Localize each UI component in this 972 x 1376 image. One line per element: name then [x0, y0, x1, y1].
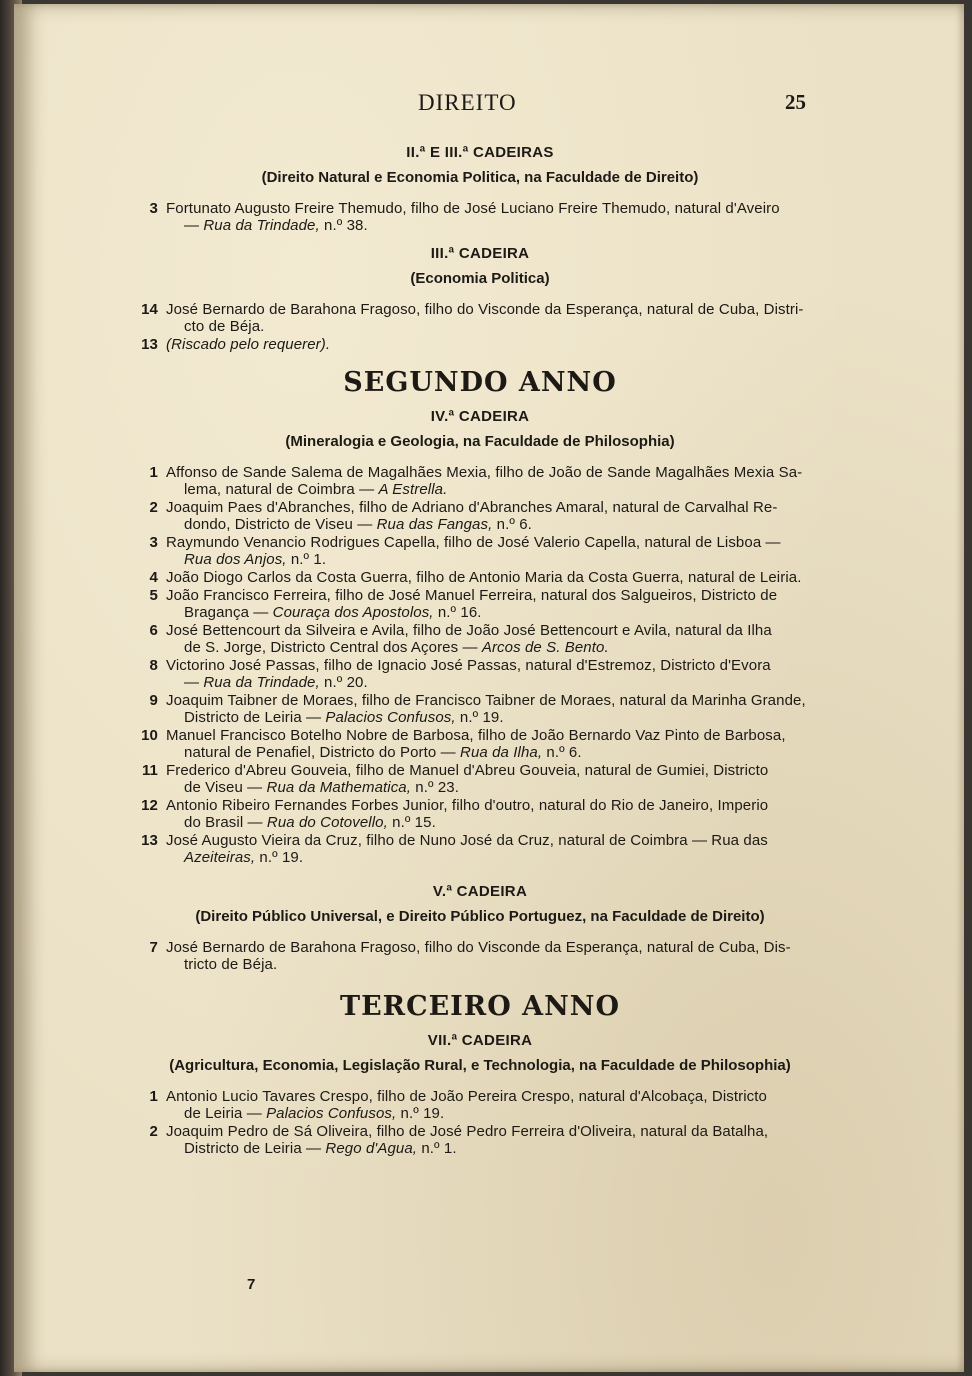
entry-house-number: n.º 38.: [319, 217, 368, 234]
entry-number: 2: [149, 499, 158, 516]
entry-continuation: [166, 1140, 828, 1157]
student-list: [132, 1088, 828, 1157]
entry-address: Palacios Confusos,: [266, 1105, 397, 1122]
year-title: TERCEIRO ANNO: [340, 991, 620, 1022]
entry-address: Rua do Cotovello,: [266, 814, 388, 831]
entry-number: 2: [149, 1123, 158, 1140]
entry-text: Fortunato Augusto Freire Themudo, filho de José Luciano Freire Themudo, natural d'Aveiro: [166, 200, 780, 217]
entry-address: Rua da Ilha,: [460, 744, 543, 761]
entry-detail: de Viseu —: [184, 779, 267, 796]
entry-house-number: n.º 6.: [542, 744, 582, 761]
list-item: [132, 1088, 828, 1122]
entry-text: Joaquim Paes d'Abranches, filho de Adriano d'Abranches Amaral, natural de Carvalhal Re-: [166, 499, 778, 516]
entry-text: José Augusto Vieira da Cruz, filho de Nuno José da Cruz, natural de Coimbra — Rua das: [166, 832, 768, 849]
entry-house-number: n.º 6.: [492, 516, 532, 533]
entry-number: 5: [149, 587, 158, 604]
list-item: [132, 569, 828, 586]
entry-address: Rua da Trindade,: [203, 217, 320, 234]
entry-detail: —: [184, 217, 204, 234]
entry-text: Joaquim Taibner de Moraes, filho de Francisco Taibner de Moraes, natural da Marinha Grande,: [166, 692, 806, 709]
entry-detail: Districto de Leiria —: [184, 709, 326, 726]
entry-number: 14: [141, 301, 158, 318]
cadeira-subject: (Agricultura, Economia, Legislação Rural, e Technologia, na Faculdade de Philosophia): [169, 1057, 791, 1074]
entry-detail: Districto de Leiria —: [184, 1140, 326, 1157]
entry-house-number: n.º 15.: [387, 814, 436, 831]
entry-address: Rua das Fangas,: [376, 516, 493, 533]
cadeira-subject: (Direito Natural e Economia Politica, na Faculdade de Direito): [261, 169, 699, 186]
entry-detail: de S. Jorge, Districto Central dos Açores —: [184, 639, 482, 656]
entry-house-number: n.º 19.: [255, 849, 304, 866]
entry-number: 1: [149, 1088, 158, 1105]
entry-continuation: cto de Béja.: [184, 318, 265, 335]
entry-text: João Francisco Ferreira, filho de José Manuel Ferreira, natural dos Salgueiros, Districto de: [166, 587, 778, 604]
entry-address: A Estrella.: [378, 481, 448, 498]
entry-text: José Bernardo de Barahona Fragoso, filho do Visconde da Esperança, natural de Cuba, Distri-: [166, 301, 804, 318]
entry-detail: dondo, Districto de Viseu —: [184, 516, 377, 533]
entry-continuation: [166, 217, 828, 234]
year-title: SEGUNDO ANNO: [343, 367, 617, 398]
entry-detail: do Brasil —: [184, 814, 267, 831]
entry-house-number: n.º 16.: [433, 604, 482, 621]
entry-note: (Riscado pelo requerer).: [166, 336, 331, 353]
entry-continuation: [166, 516, 828, 533]
entry-number: 9: [149, 692, 158, 709]
cadeira-heading: VII.ª CADEIRA: [427, 1032, 533, 1049]
entry-address: Rua da Trindade,: [203, 674, 320, 691]
list-item: [132, 534, 828, 568]
entry-address: Couraça dos Apostolos,: [272, 604, 434, 621]
entry-number: 13: [141, 832, 158, 849]
entry-address: Rego d'Agua,: [325, 1140, 418, 1157]
entry-continuation: [166, 639, 828, 656]
page-header: [14, 90, 964, 120]
cadeira-subject: (Mineralogia e Geologia, na Faculdade de Philosophia): [285, 433, 675, 450]
entry-text: Antonio Lucio Tavares Crespo, filho de João Pereira Crespo, natural d'Alcobaça, Districto: [166, 1088, 767, 1105]
entry-house-number: n.º 1.: [417, 1140, 457, 1157]
entry-text: João Diogo Carlos da Costa Guerra, filho de Antonio Maria da Costa Guerra, natural de Leiria.: [166, 569, 802, 586]
entry-continuation: [166, 814, 828, 831]
cadeira-heading: III.ª CADEIRA: [430, 245, 530, 262]
list-item: [132, 200, 828, 234]
entry-continuation: [166, 604, 828, 621]
entry-continuation: [166, 551, 828, 568]
entry-number: 13: [141, 336, 158, 353]
student-list: [132, 464, 828, 866]
entry-address: Palacios Confusos,: [325, 709, 456, 726]
cadeira-subject: (Direito Público Universal, e Direito Público Portuguez, na Faculdade de Direito): [195, 908, 765, 925]
entry-address: Rua dos Anjos,: [184, 551, 287, 568]
entry-continuation: [166, 779, 828, 796]
entry-number: 8: [149, 657, 158, 674]
entry-continuation: [166, 709, 828, 726]
entry-continuation: [166, 674, 828, 691]
list-item: [132, 939, 828, 973]
entry-text: Manuel Francisco Botelho Nobre de Barbosa, filho de João Bernardo Vaz Pinto de Barbosa,: [166, 727, 786, 744]
entry-detail: de Leiria —: [184, 1105, 267, 1122]
page-body: [132, 144, 828, 1158]
entry-number: 7: [149, 939, 158, 956]
entry-number: 3: [149, 200, 158, 217]
entry-text: Antonio Ribeiro Fernandes Forbes Junior, filho d'outro, natural do Rio de Janeiro, Imperio: [166, 797, 769, 814]
entry-house-number: n.º 19.: [396, 1105, 445, 1122]
cadeira-subject: (Economia Politica): [410, 270, 550, 287]
list-item: [132, 587, 828, 621]
document-page: [14, 4, 964, 1372]
cadeira-heading: V.ª CADEIRA: [432, 883, 528, 900]
list-item: [132, 692, 828, 726]
entry-detail: tricto de Béja.: [184, 956, 278, 973]
entry-detail: Bragança —: [184, 604, 273, 621]
entry-text: José Bettencourt da Silveira e Avila, filho de João José Bettencourt e Avila, natural da Ilha: [166, 622, 772, 639]
list-item: [132, 336, 828, 353]
cadeira-heading: IV.ª CADEIRA: [430, 408, 530, 425]
entry-number: 1: [149, 464, 158, 481]
list-item: [132, 727, 828, 761]
list-item: [132, 464, 828, 498]
entry-number: 6: [149, 622, 158, 639]
entry-continuation: [166, 956, 828, 973]
list-item: [132, 832, 828, 866]
list-item: [132, 657, 828, 691]
list-item: [132, 301, 828, 335]
entry-address: Rua da Mathematica,: [266, 779, 412, 796]
entry-text: Victorino José Passas, filho de Ignacio José Passas, natural d'Estremoz, Districto d'Evora: [166, 657, 771, 674]
entry-detail: —: [184, 674, 204, 691]
entry-number: 4: [149, 569, 158, 586]
entry-continuation: [166, 744, 828, 761]
running-title: DIREITO: [418, 90, 517, 115]
entry-house-number: n.º 20.: [319, 674, 368, 691]
entry-number: 10: [141, 727, 158, 744]
entry-house-number: n.º 23.: [411, 779, 460, 796]
entry-address: Arcos de S. Bento.: [481, 639, 609, 656]
entry-house-number: n.º 1.: [286, 551, 327, 568]
list-item: [132, 762, 828, 796]
entry-continuation: [166, 481, 828, 498]
list-item: [132, 499, 828, 533]
entry-detail: natural de Penafiel, Districto do Porto —: [184, 744, 461, 761]
entry-number: 11: [141, 762, 158, 779]
entry-text: Raymundo Venancio Rodrigues Capella, filho de José Valerio Capella, natural de Lisboa —: [166, 534, 781, 551]
entry-text: Frederico d'Abreu Gouveia, filho de Manuel d'Abreu Gouveia, natural de Gumiei, Districto: [166, 762, 769, 779]
entry-house-number: n.º 19.: [455, 709, 504, 726]
list-item: [132, 622, 828, 656]
entry-continuation: [166, 849, 828, 866]
entry-address: Azeiteiras,: [184, 849, 256, 866]
entry-text: José Bernardo de Barahona Fragoso, filho do Visconde da Esperança, natural de Cuba, Dis-: [166, 939, 791, 956]
entry-text: Affonso de Sande Salema de Magalhães Mexia, filho de João de Sande Magalhães Mexia Sa-: [166, 464, 803, 481]
page-number: 25: [785, 90, 806, 114]
student-list: [132, 939, 828, 973]
list-item: [132, 1123, 828, 1157]
entry-continuation: [166, 1105, 828, 1122]
cadeira-heading: II.ª E III.ª CADEIRAS: [406, 144, 554, 161]
entry-number: 3: [149, 534, 158, 551]
list-item: [132, 797, 828, 831]
signature-mark: 7: [247, 1276, 256, 1293]
entry-detail: lema, natural de Coimbra —: [184, 481, 379, 498]
entry-number: 12: [141, 797, 158, 814]
entry-text: Joaquim Pedro de Sá Oliveira, filho de José Pedro Ferreira d'Oliveira, natural da Batalha,: [166, 1123, 769, 1140]
